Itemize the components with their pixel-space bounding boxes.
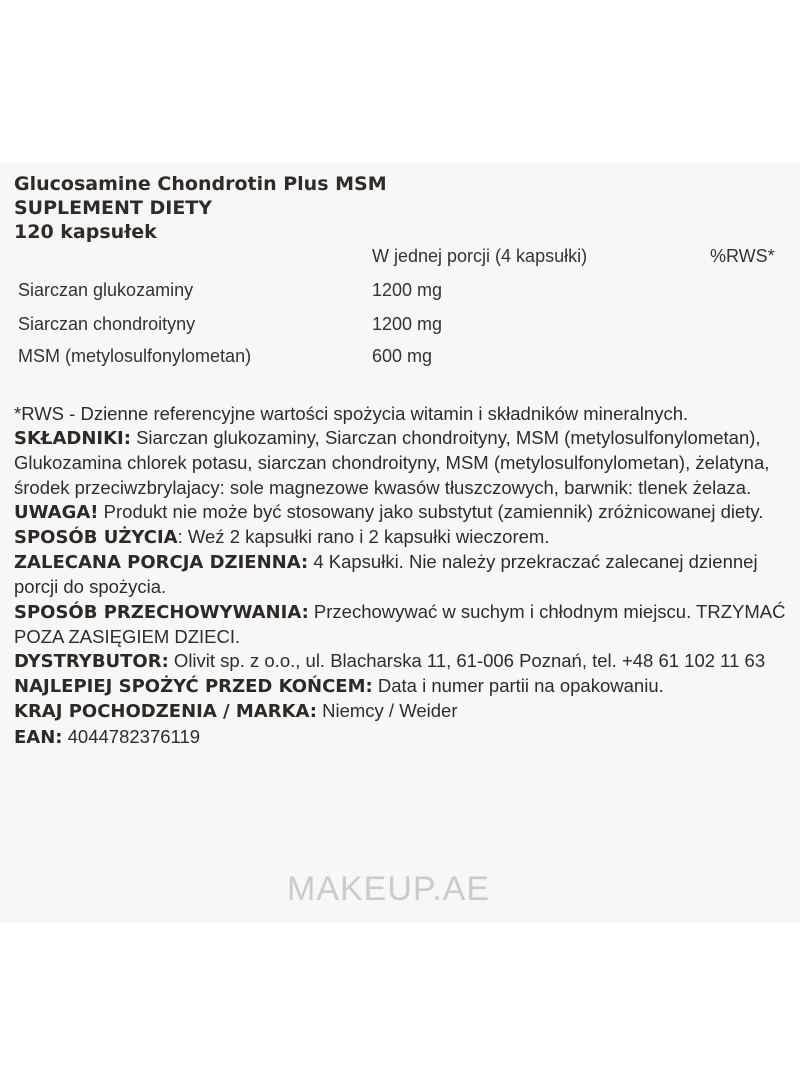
section-label: EAN: [14,726,63,748]
section-text: Data i numer partii na opakowaniu. [372,675,664,697]
label-header [14,172,794,370]
table-row-name: Siarczan chondroityny [18,314,196,334]
section-best-before [14,674,794,699]
section-text: 4044782376119 [62,725,201,747]
section-label: KRAJ POCHODZENIA / MARKA: [14,701,317,723]
column-header-portion: W jednej porcji (4 kapsułki) [372,246,588,266]
section-label: ZALECANA PORCJA DZIENNA: [14,552,309,574]
rws-footnote: *RWS - Dzienne referencyjne wartości spożycia witamin i składników mineralnych. [14,403,689,424]
section-label: UWAGA! [14,501,99,523]
section-label: SPOSÓB PRZECHOWYWANIA: [14,601,309,623]
table-row-name: Siarczan glukozaminy [18,280,194,300]
section-label: NAJLEPIEJ SPOŻYĆ PRZED KOŃCEM: [14,676,373,698]
product-category: SUPLEMENT DIETY [14,197,213,219]
section-text: Siarczan glukozaminy, Siarczan chondroityny, MSM (metylosulfonylometan), Glukozamina chlorek potasu, siarczan chondroityny, MSM (metylosulfonylometan), żelatyna, środek przeciwzbrylajacy: sole magnezowe kwasów tłuszczowych, barwnik: tlenek żelaza. [14,427,770,498]
section-daily-portion [14,550,794,599]
product-quantity: 120 kapsułek [14,221,157,243]
section-warning [14,500,794,525]
table-row-amount: 1200 mg [372,280,443,300]
section-label: SKŁADNIKI: [14,428,131,450]
watermark: MAKEUP.AE [287,870,491,908]
section-label: DYSTRYBUTOR: [14,651,169,673]
product-name: Glucosamine Chondrotin Plus MSM [14,173,387,195]
table-row-amount: 600 mg [372,346,433,366]
section-ingredients [14,426,794,500]
section-usage [14,525,794,550]
section-text: Produkt nie może być stosowany jako substytut (zamiennik) zróżnicowanej diety. [98,500,764,522]
column-header-rws: %RWS* [710,246,775,266]
section-text: Olivit sp. z o.o., ul. Blacharska 11, 61-006 Poznań, tel. +48 61 102 11 63 [168,650,766,672]
table-row-amount: 1200 mg [372,314,443,334]
label-body-text [14,402,794,750]
section-text: : Weź 2 kapsułki rano i 2 kapsułki wieczorem. [177,526,550,548]
section-text: Przechowywać w suchym i chłodnym miejscu. TRZYMAĆ POZA ZASIĘGIEM DZIECI. [14,600,786,647]
section-text: 4 Kapsułki. Nie należy przekraczać zalecanej dziennej porcji do spożycia. [14,551,758,598]
section-ean [14,725,794,750]
section-distributor [14,649,794,674]
nutrition-table [14,246,794,370]
section-storage [14,600,794,649]
section-label: SPOSÓB UŻYCIA [14,527,178,549]
section-text: Niemcy / Weider [316,700,458,722]
section-origin-brand [14,699,794,724]
table-row-name: MSM (metylosulfonylometan) [18,346,252,366]
